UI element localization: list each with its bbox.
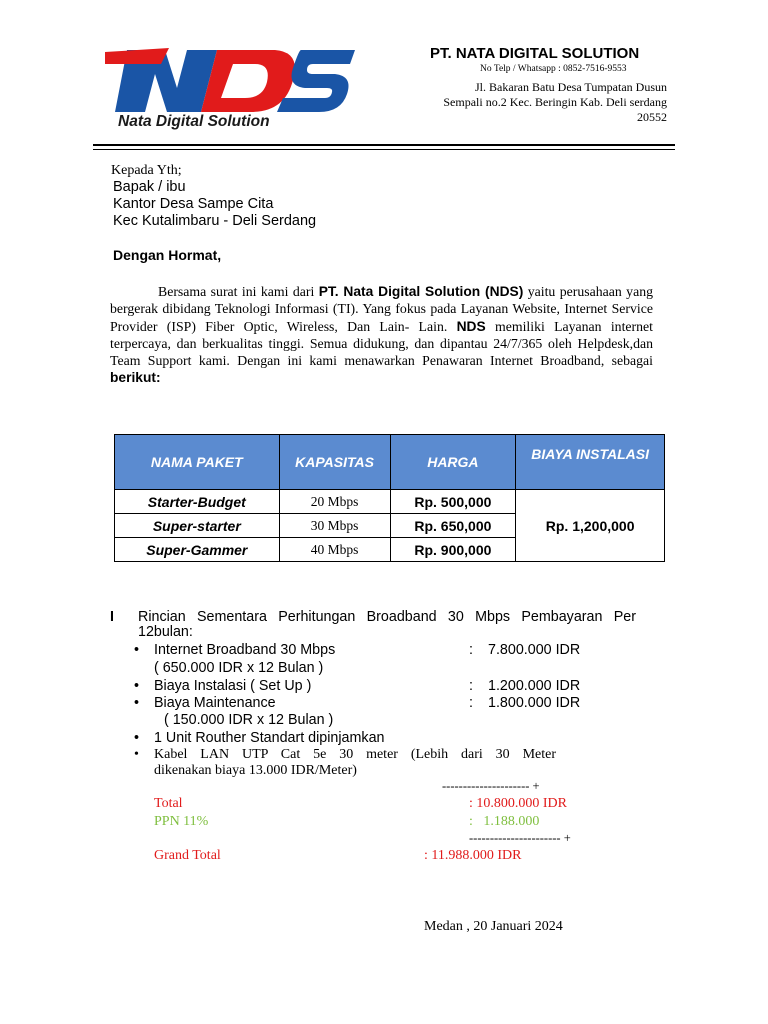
detail-item-maintenance: • Biaya Maintenance [154, 695, 276, 711]
address-line-2: Sempali no.2 Kec. Beringin Kab. Deli serdang [443, 95, 667, 109]
total-label: Total [154, 796, 183, 811]
detail-item-cable-2: dikenakan biaya 13.000 IDR/Meter) [154, 763, 357, 778]
body-nds: NDS [456, 318, 486, 334]
table-row [115, 490, 665, 514]
package-capacity: 30 Mbps [279, 514, 390, 538]
package-name: Super-starter [115, 514, 280, 538]
package-capacity: 20 Mbps [279, 490, 390, 514]
header-divider-thin [93, 149, 675, 150]
body-text-3: memiliki Layanan internet terpercaya, dan berkualitas tinggi. Semua didukung, dan dipantau 24/7/365 oleh Helpdesk,dan Team Support kami. Dengan ini kami menawarkan Penawaran Internet Broadband, sebagai [110, 318, 653, 369]
package-price: Rp. 650,000 [390, 514, 516, 538]
address-line-1: Jl. Bakaran Batu Desa Tumpatan Dusun [475, 80, 667, 94]
section-marker: I [110, 609, 114, 625]
header-capacity: KAPASITAS [279, 435, 390, 490]
body-berikut: berikut: [110, 370, 161, 386]
package-price: Rp. 900,000 [390, 538, 516, 562]
details-title-1: Rincian Sementara Perhitungan Broadband 30 Mbps Pembayaran Per [138, 609, 636, 625]
body-text-1: Bersama surat ini kami dari [158, 284, 319, 299]
package-name: Starter-Budget [115, 490, 280, 514]
header-package-name: NAMA PAKET [115, 435, 280, 490]
detail-item-internet-sub: ( 650.000 IDR x 12 Bulan ) [154, 660, 324, 676]
addressee-line-3: Kec Kutalimbaru - Deli Serdang [113, 213, 317, 229]
company-address [407, 80, 667, 125]
body-company-name: PT. Nata Digital Solution (NDS) [318, 284, 524, 299]
ppn-label: PPN 11% [154, 814, 209, 829]
detail-item-cable-1: • Kabel LAN UTP Cat 5e 30 meter (Lebih dari 30 Meter [154, 747, 556, 763]
detail-item-internet: • Internet Broadband 30 Mbps [154, 642, 335, 658]
address-line-3: 20552 [637, 110, 667, 124]
detail-value-internet: 7.800.000 IDR [488, 642, 581, 658]
package-table [114, 434, 665, 562]
details-title-2: 12bulan: [138, 624, 193, 640]
detail-colon: : [469, 678, 473, 694]
logo-tagline: Nata Digital Solution [118, 113, 270, 130]
salutation-to: Kepada Yth; [111, 163, 182, 178]
addressee-line-2: Kantor Desa Sampe Cita [113, 196, 274, 212]
package-name: Super-Gammer [115, 538, 280, 562]
package-capacity: 40 Mbps [279, 538, 390, 562]
greeting: Dengan Hormat, [113, 247, 222, 263]
letter-body [110, 283, 653, 387]
header-divider [93, 144, 675, 146]
detail-item-router: • 1 Unit Routher Standart dipinjamkan [154, 730, 384, 746]
company-name: PT. NATA DIGITAL SOLUTION [430, 45, 640, 62]
company-phone: No Telp / Whatsapp : 0852-7516-9553 [480, 64, 627, 74]
table-header-row [115, 435, 665, 490]
grand-total-label: Grand Total [154, 848, 221, 863]
detail-colon: : [469, 695, 473, 711]
total-value: : 10.800.000 IDR [469, 796, 567, 811]
body-text-2: yaitu perusahaan yang bergerak dibidang Teknologi Informasi (TI). Yang fokus pada Layanan Website, Internet Service Provider (ISP) Fiber Optic, Wireless, Dan Lain- Lain. [110, 284, 654, 334]
detail-value-installation: 1.200.000 IDR [488, 678, 581, 694]
detail-colon: : [469, 642, 473, 658]
sum-line-2: ---------------------- + [469, 831, 571, 845]
detail-item-maintenance-sub: ( 150.000 IDR x 12 Bulan ) [164, 712, 334, 728]
package-price: Rp. 500,000 [390, 490, 516, 514]
header-installation: BIAYA INSTALASI [516, 435, 665, 490]
ppn-value: : 1.188.000 [469, 814, 540, 829]
detail-item-installation: • Biaya Instalasi ( Set Up ) [154, 678, 311, 694]
place-date: Medan , 20 Januari 2024 [424, 919, 563, 934]
header-price: HARGA [390, 435, 516, 490]
addressee-line-1: Bapak / ibu [113, 179, 186, 195]
detail-value-maintenance: 1.800.000 IDR [488, 695, 581, 711]
grand-total-value: : 11.988.000 IDR [424, 848, 522, 863]
installation-fee: Rp. 1,200,000 [516, 490, 665, 562]
sum-line-1: --------------------- + [442, 779, 540, 793]
